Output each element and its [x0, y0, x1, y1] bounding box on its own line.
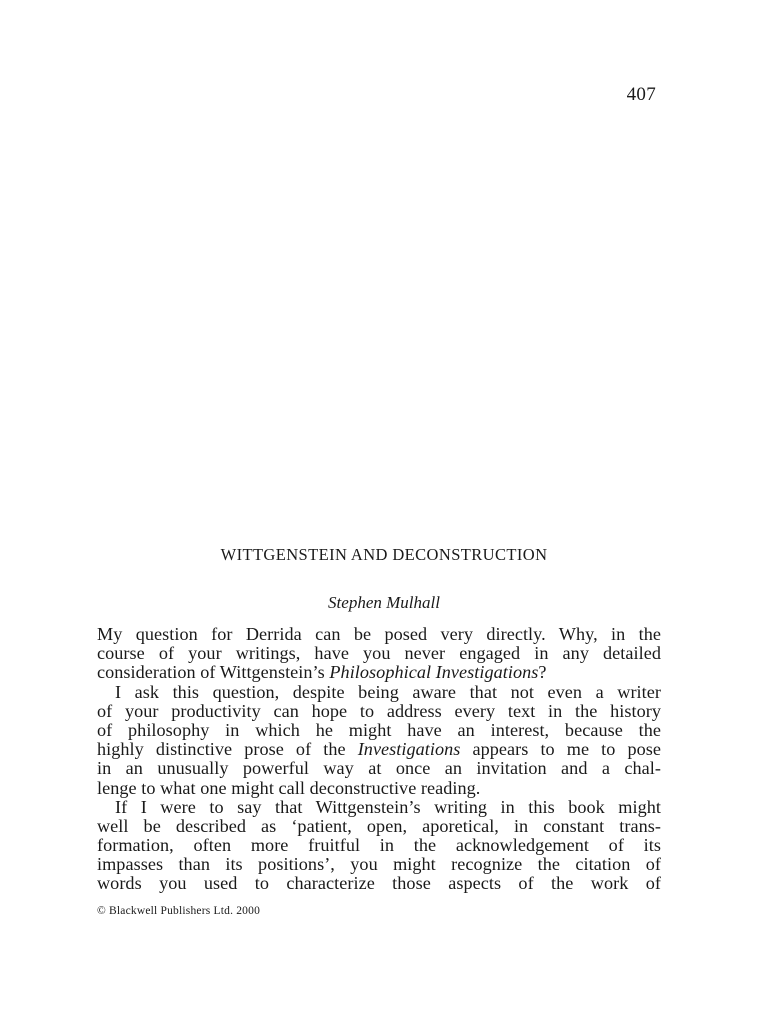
- body-line-text: appears to me to pose: [460, 739, 661, 760]
- copyright-footer: © Blackwell Publishers Ltd. 2000: [97, 905, 261, 917]
- body-line: course of your writings, have you never engaged in any detailed: [97, 643, 661, 664]
- body-line: of philosophy in which he might have an interest, because the: [97, 719, 661, 740]
- article-body: [97, 625, 661, 894]
- body-line: words you used to characterize those aspects of the work of: [97, 873, 661, 894]
- article-title: WITTGENSTEIN AND DECONSTRUCTION: [220, 545, 548, 564]
- body-line-text: ?: [538, 662, 547, 683]
- body-line: [97, 740, 661, 759]
- body-line: formation, often more fruitful in the acknowledgement of its: [97, 835, 661, 856]
- body-line: If I were to say that Wittgenstein’s writing in this book might: [115, 796, 661, 817]
- body-line: My question for Derrida can be posed very directly. Why, in the: [97, 624, 661, 644]
- body-line: [97, 663, 661, 682]
- body-line: well be described as ‘patient, open, aporetical, in constant trans-: [97, 815, 661, 836]
- article-author: Stephen Mulhall: [328, 593, 440, 612]
- body-line: of your productivity can hope to address every text in the history: [97, 700, 661, 721]
- book-title-italic: Investigations: [357, 739, 461, 760]
- body-line-text: highly distinctive prose of the: [97, 739, 358, 760]
- page-number: 407: [626, 84, 656, 105]
- book-title-italic: Philosophical Investigations: [329, 662, 539, 683]
- body-line: in an unusually powerful way at once an invitation and a chal-: [97, 758, 661, 779]
- body-line: I ask this question, despite being aware that not even a writer: [115, 681, 661, 702]
- body-line: impasses than its positions’, you might recognize the citation of: [97, 854, 661, 875]
- body-line: lenge to what one might call deconstructive reading.: [97, 777, 481, 798]
- body-line-text: consideration of Wittgenstein’s: [97, 662, 330, 683]
